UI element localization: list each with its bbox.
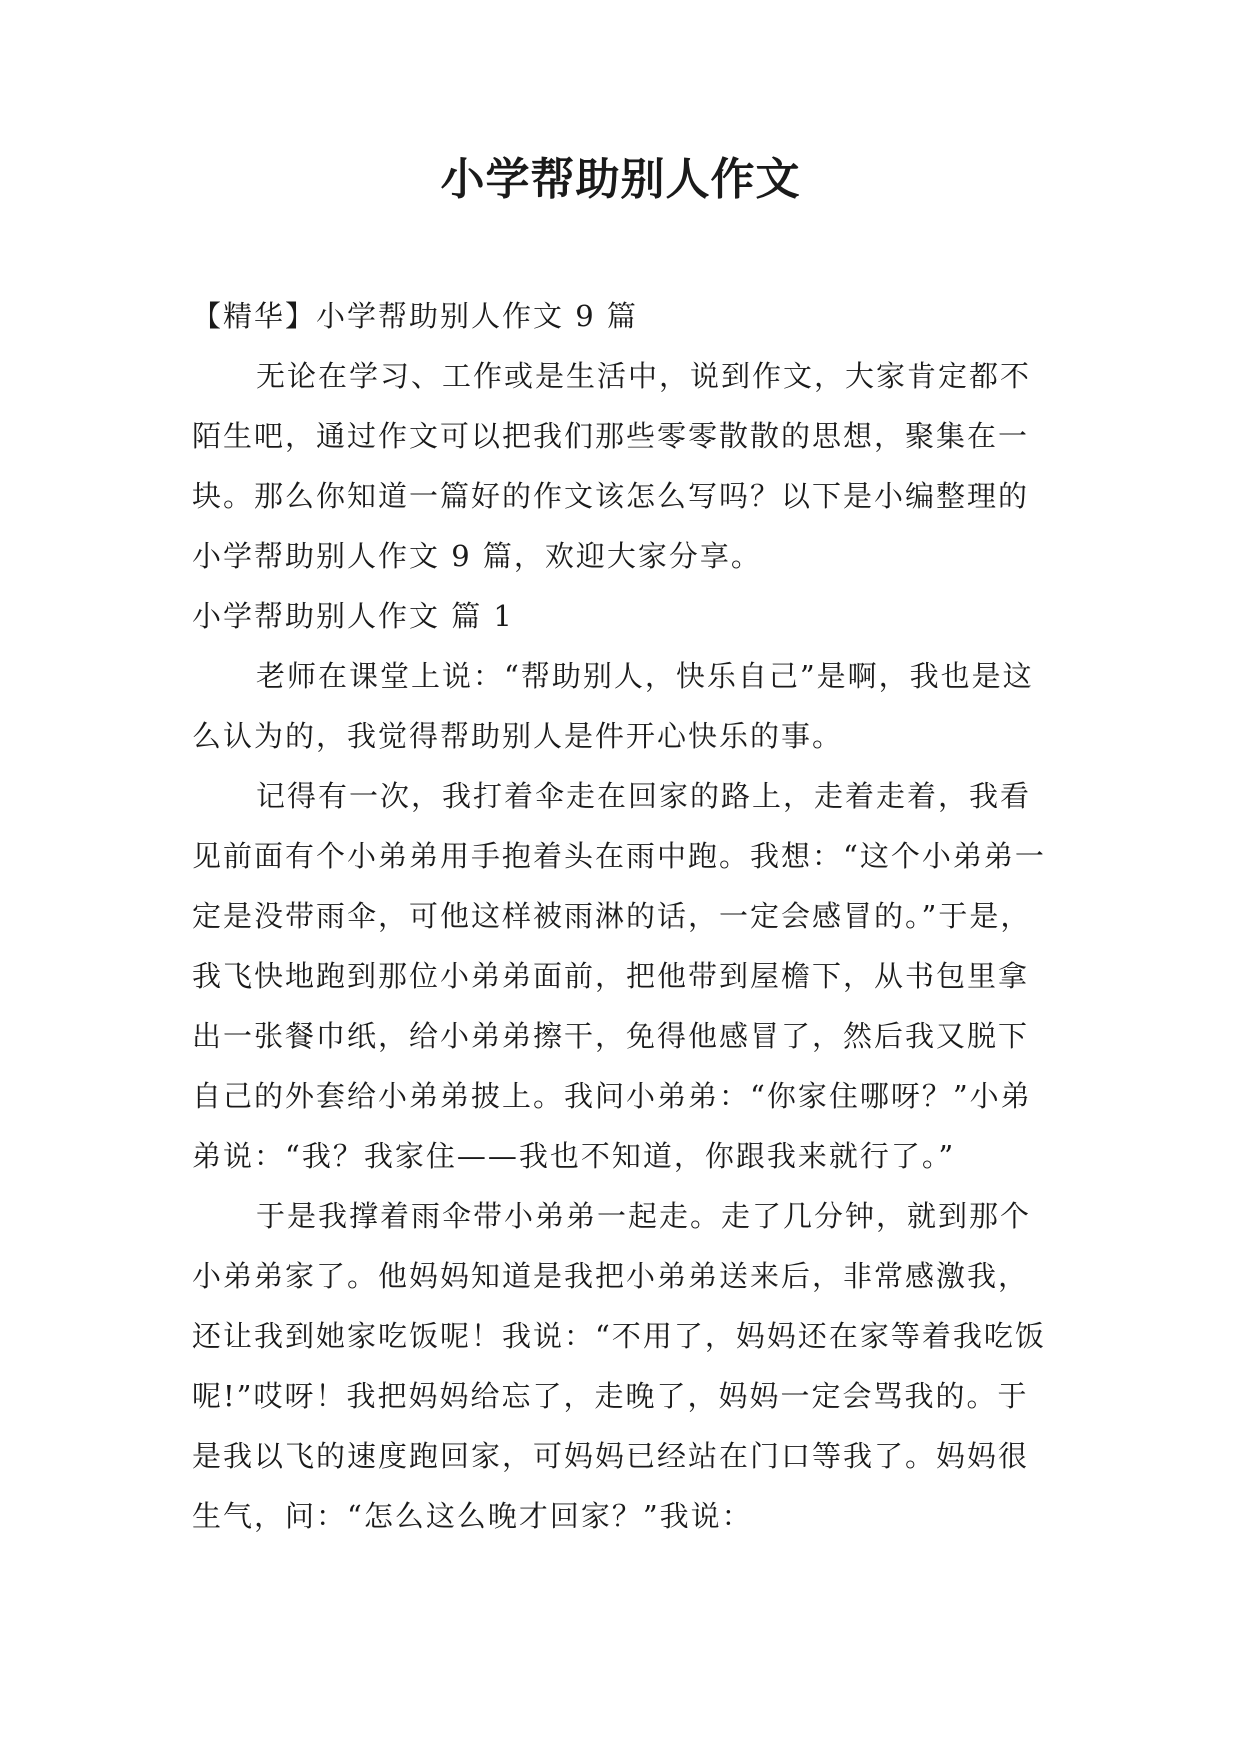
document-title: 小学帮助别人作文 <box>440 154 801 205</box>
body-paragraph: 记得有一次，我打着伞走在回家的路上，走着走着，我看见前面有个小弟弟用手抱着头在雨中跑。我想：“这个小弟弟一定是没带雨伞，可他这样被雨淋的话，一定会感冒的。”于是，我飞快地跑到那位小弟弟面前，把他带到屋檐下，从书包里拿出一张餐巾纸，给小弟弟擦干，免得他感冒了，然后我又脱下自己的外套给小弟弟披上。我问小弟弟：“你家住哪呀？”小弟弟说：“我？我家住——我也不知道，你跟我来就行了。” <box>192 779 1046 1173</box>
intro-heading: 【精华】小学帮助别人作文 9 篇 <box>192 299 638 333</box>
intro-paragraph: 无论在学习、工作或是生活中，说到作文，大家肯定都不陌生吧，通过作文可以把我们那些零零散散的思想，聚集在一块。那么你知道一篇好的作文该怎么写吗？以下是小编整理的小学帮助别人作文 9 篇，欢迎大家分享。 <box>192 359 1032 573</box>
body-paragraph: 于是我撑着雨伞带小弟弟一起走。走了几分钟，就到那个小弟弟家了。他妈妈知道是我把小弟弟送来后，非常感激我，还让我到她家吃饭呢！我说：“不用了，妈妈还在家等着我吃饭呢!”哎呀！我把妈妈给忘了，走晚了，妈妈一定会骂我的。于是我以飞的速度跑回家，可妈妈已经站在门口等我了。妈妈很生气，问：“怎么这么晚才回家？”我说： <box>192 1199 1046 1533</box>
section-heading: 小学帮助别人作文 篇 1 <box>192 599 514 633</box>
document-body <box>192 286 1052 1546</box>
body-paragraph: 老师在课堂上说：“帮助别人，快乐自己”是啊，我也是这么认为的，我觉得帮助别人是件开心快乐的事。 <box>192 659 1034 753</box>
